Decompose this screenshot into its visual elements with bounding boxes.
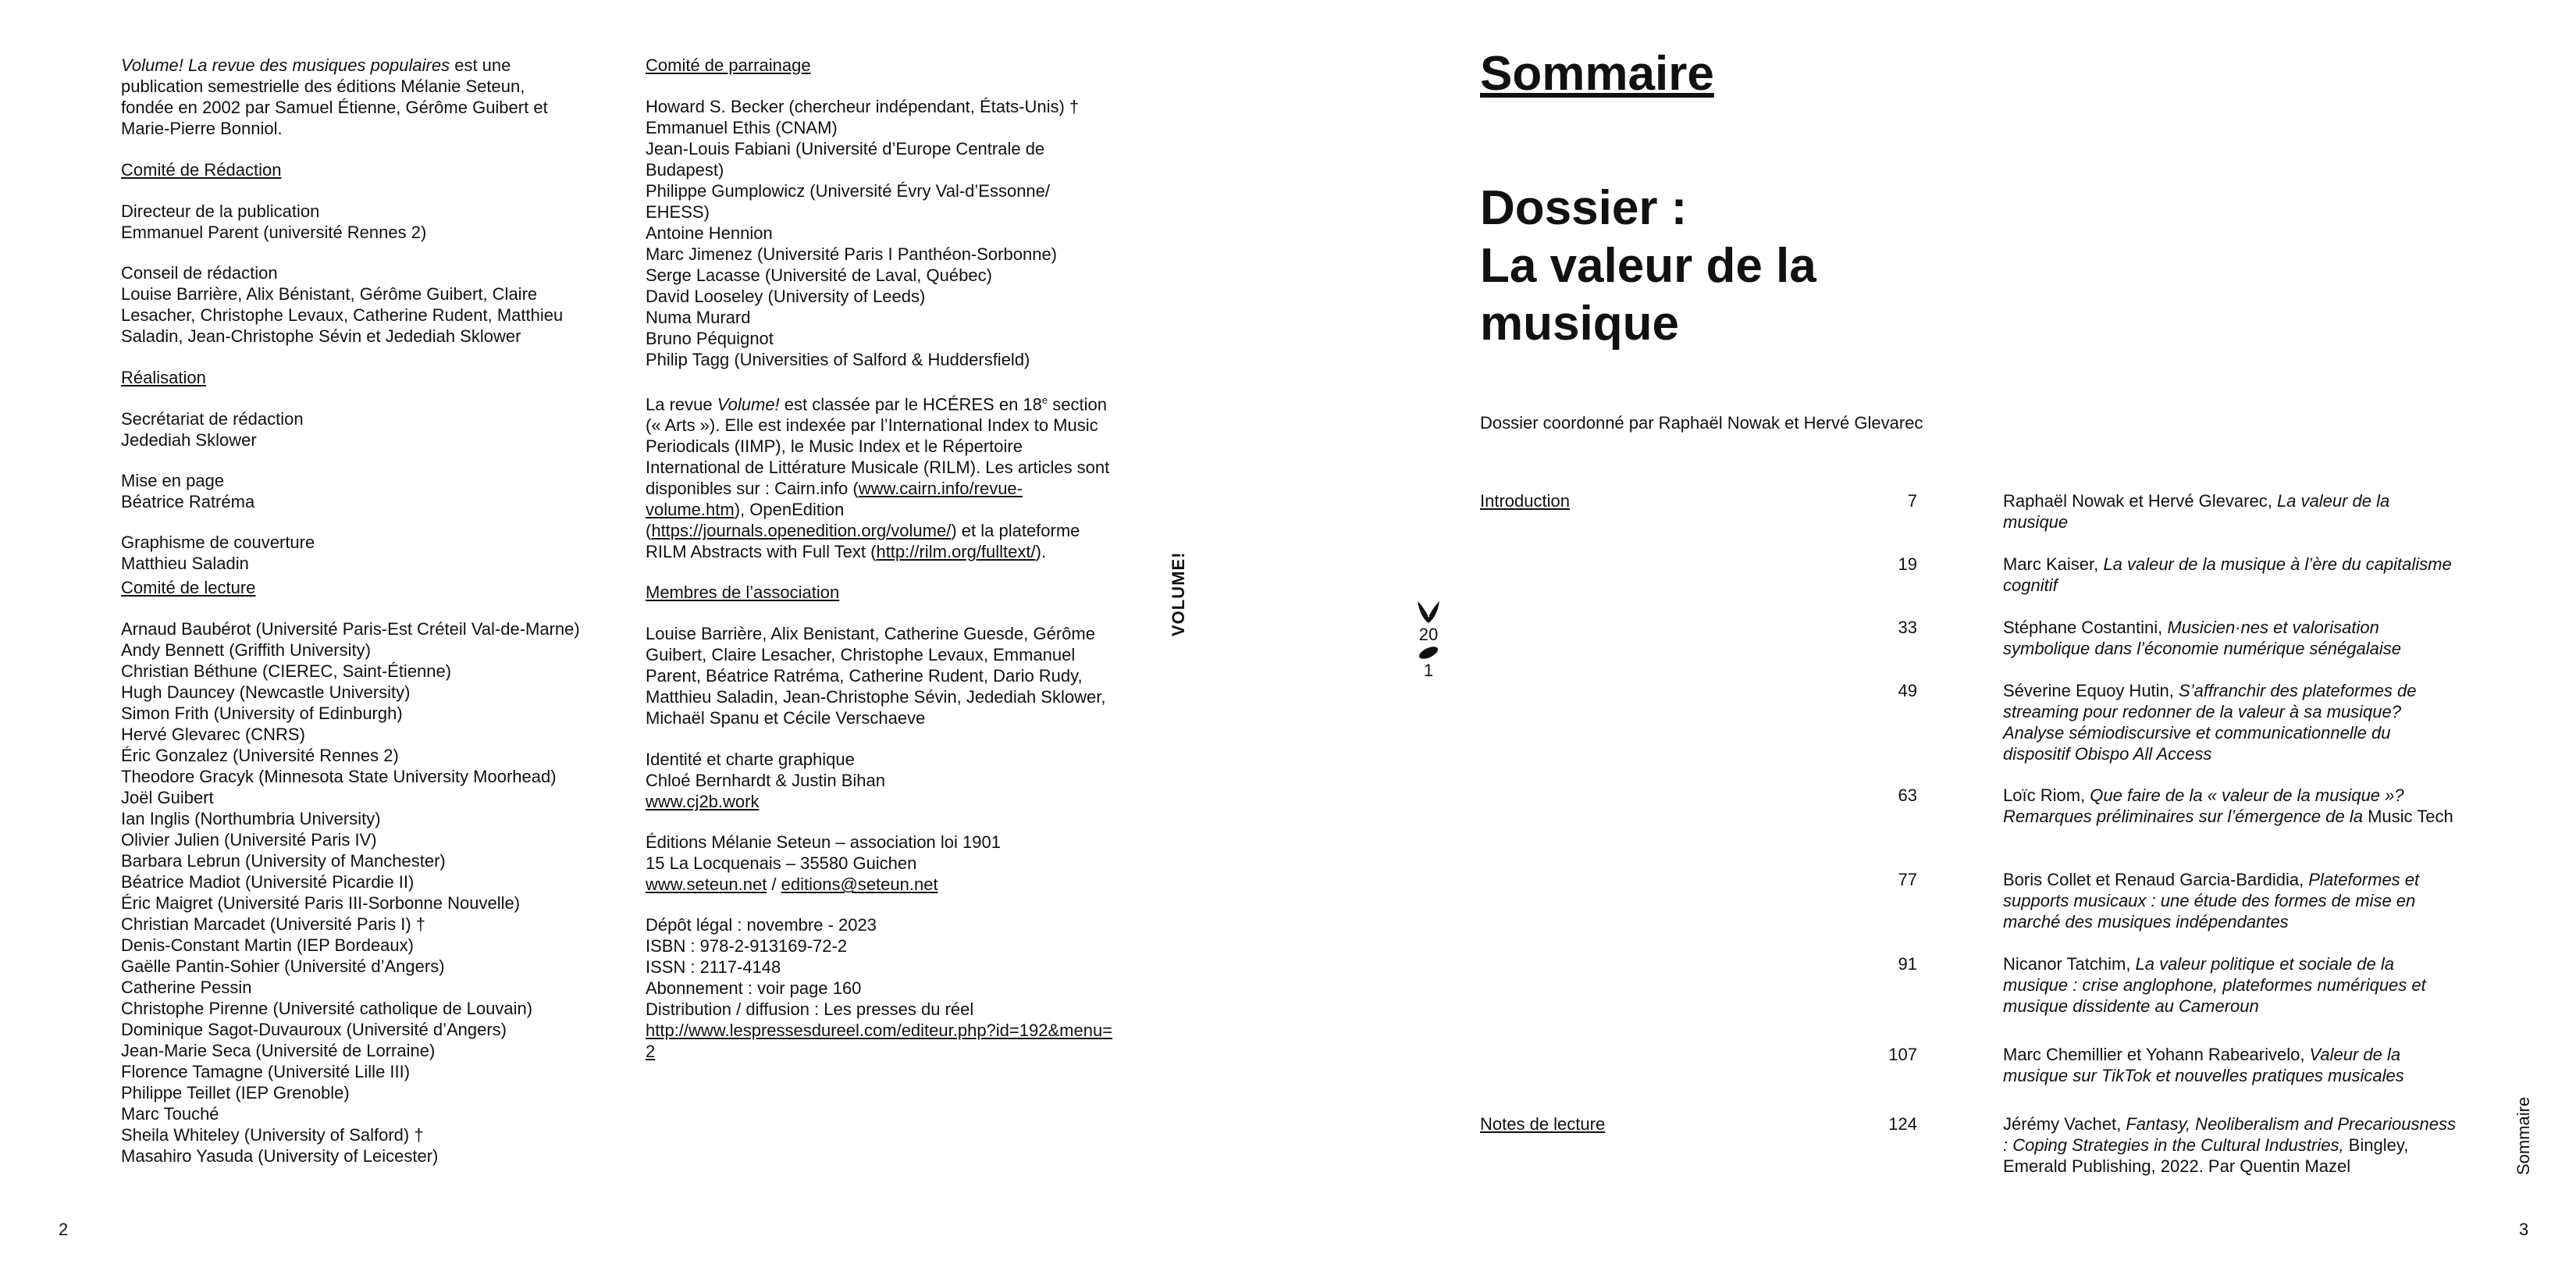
toc-row[interactable] xyxy=(1480,869,2495,934)
page-number-left: 2 xyxy=(59,1220,69,1239)
toc-row[interactable] xyxy=(1480,785,2495,850)
list-item: Howard S. Becker (chercheur indépendant, États-Unis) † xyxy=(646,97,1080,116)
list-item: Masahiro Yasuda (University of Leicester) xyxy=(121,1146,439,1166)
toc-entry xyxy=(2003,953,2456,1017)
distribution-link[interactable]: http://www.lespressesdureel.com/editeur.php?id=192&menu=2 xyxy=(646,1021,1113,1062)
toc-row[interactable] xyxy=(1480,680,2495,766)
right-page xyxy=(1288,0,2576,1286)
publisher-contacts xyxy=(646,874,1114,895)
toc-entry xyxy=(2003,490,2456,533)
dossier-title-line: musique xyxy=(1480,297,1679,351)
toc-extra: Bingley, Emerald Publishing, 2022. Par Quentin Mazel xyxy=(2003,1135,2409,1176)
toc-entry xyxy=(2003,1113,2456,1177)
toc-entry xyxy=(2003,680,2456,764)
realisation-heading: Réalisation xyxy=(121,368,206,387)
toc-title: S’affranchir des plateformes de streaming pour redonner de la valeur à sa musique? Analyse sémiodiscursive et communicationnelle du dispositif Obispo All Access xyxy=(2003,681,2417,764)
subscription: Abonnement : voir page 160 xyxy=(646,978,862,999)
redaction-heading: Comité de Rédaction xyxy=(121,160,282,180)
page-number-right: 3 xyxy=(2519,1220,2529,1239)
toc-page: 91 xyxy=(1898,954,1917,974)
toc-author: Marc Chemillier et Yohann Rabearivelo, xyxy=(2003,1045,2310,1064)
sponsor-heading: Comité de parrainage xyxy=(646,55,811,75)
slash-leaf-icon xyxy=(1417,647,1440,659)
sommaire-side-label: Sommaire xyxy=(2514,1096,2533,1175)
coordinated-by: Dossier coordonné par Raphaël Nowak et Hervé Glevarec xyxy=(1480,413,1923,433)
council-label: Conseil de rédaction xyxy=(121,263,278,283)
list-item: Florence Tamagne (Université Lille III) xyxy=(121,1062,411,1081)
layout-name: Béatrice Ratréma xyxy=(121,492,255,511)
list-item: David Looseley (University of Leeds) xyxy=(646,287,926,306)
toc-title: La valeur de la musique à l’ère du capitalisme cognitif xyxy=(2003,554,2452,595)
director-label: Directeur de la publication xyxy=(121,201,320,221)
list-item: Denis-Constant Martin (IEP Bordeaux) xyxy=(121,935,414,955)
list-item: Numa Murard xyxy=(646,308,751,327)
toc-author: Boris Collet et Renaud Garcia-Bardidia, xyxy=(2003,870,2309,889)
association-members: Louise Barrière, Alix Benistant, Catherine Guesde, Gérôme Guibert, Claire Lesacher, Christophe Levaux, Emmanuel Parent, Béatrice Ratréma, Catherine Rudent, Dario Rudy, Matthieu Saladin, Jean-Christophe Sévin, Jedediah Sklower, Michaël Spanu et Cécile Verschaeve xyxy=(646,624,1106,728)
toc-row[interactable] xyxy=(1480,1044,2495,1088)
toc-author: Raphaël Nowak et Hervé Glevarec, xyxy=(2003,491,2277,511)
publisher-name: Éditions Mélanie Seteun – association loi 1901 xyxy=(646,832,1001,853)
identity-names: Chloé Bernhardt & Justin Bihan xyxy=(646,771,885,791)
toc-title: La valeur de la musique xyxy=(2003,491,2390,532)
cover-name: Matthieu Saladin xyxy=(121,554,249,573)
toc-entry xyxy=(2003,785,2456,827)
index-text: La revue xyxy=(646,394,717,415)
list-item: Catherine Pessin xyxy=(121,978,252,997)
index-text: ), OpenEdition ( xyxy=(646,500,845,541)
toc-page: 63 xyxy=(1898,785,1917,805)
toc-author: Loïc Riom, xyxy=(2003,785,2090,805)
layout-label: Mise en page xyxy=(121,471,225,490)
toc-title: La valeur politique et sociale de la musique : crise anglophone, plateformes numériques et musique dissidente au Cameroun xyxy=(2003,954,2426,1016)
list-item: Gaëlle Pantin-Sohier (Université d’Angers) xyxy=(121,956,445,976)
list-item: Serge Lacasse (Université de Laval, Québec) xyxy=(646,265,992,285)
rilm-link[interactable]: http://rilm.org/fulltext/ xyxy=(876,542,1036,562)
issue-number: 20 xyxy=(1418,625,1439,644)
toc-author: Nicanor Tatchim, xyxy=(2003,954,2136,974)
toc-page: 7 xyxy=(1907,491,1917,511)
list-item: Sheila Whiteley (University of Salford) † xyxy=(121,1125,424,1145)
reading-heading: Comité de lecture xyxy=(121,578,256,597)
secretary-label: Secrétariat de rédaction xyxy=(121,409,304,429)
distribution: Distribution / diffusion : Les presses du réel xyxy=(646,999,974,1020)
list-item: Hervé Glevarec (CNRS) xyxy=(121,725,305,744)
openedition-link[interactable]: https://journals.openedition.org/volume/ xyxy=(651,521,952,541)
list-item: Philip Tagg (Universities of Salford & Huddersfield) xyxy=(646,350,1030,369)
list-item: Hugh Dauncey (Newcastle University) xyxy=(121,682,411,702)
list-item: Jean-Louis Fabiani (Université d’Europe Centrale de Budapest) xyxy=(646,139,1045,180)
cairn-link[interactable]: www.cairn.info/revue-volume.htm xyxy=(646,479,1023,520)
toc-page: 19 xyxy=(1898,554,1917,574)
association-heading: Membres de l’association xyxy=(646,582,840,603)
identity-label: Identité et charte graphique xyxy=(646,750,855,770)
ordinal-suffix: e xyxy=(1041,394,1048,406)
toc-author: Séverine Equoy Hutin, xyxy=(2003,681,2179,700)
index-text: est classée par le HCÉRES en 18 xyxy=(779,394,1042,415)
toc-title: Musicien·nes et valorisation symbolique dans l’économie numérique sénégalaise xyxy=(2003,618,2401,658)
list-item: Christian Béthune (CIEREC, Saint-Étienne) xyxy=(121,661,452,681)
toc-title: Que faire de la « valeur de la musique »? Remarques préliminaires sur l’émergence de la xyxy=(2003,785,2404,826)
toc-row[interactable] xyxy=(1480,617,2495,661)
issue-marker xyxy=(1405,600,1452,681)
list-item: Philippe Gumplowicz (Université Évry Val-d’Essonne/ EHESS) xyxy=(646,181,1051,222)
list-item: Bruno Péquignot xyxy=(646,329,774,348)
journal-name: Volume! xyxy=(717,394,780,415)
toc-entry xyxy=(2003,869,2456,932)
issn: ISSN : 2117-4148 xyxy=(646,957,781,978)
toc-entry xyxy=(2003,1044,2456,1086)
toc-row[interactable] xyxy=(1480,1113,2495,1199)
toc-page: 124 xyxy=(1888,1114,1917,1134)
designer-link[interactable]: www.cj2b.work xyxy=(646,792,760,812)
toc-page: 49 xyxy=(1898,681,1917,700)
cover-label: Graphisme de couverture xyxy=(121,533,315,552)
intro-text: est une publication semestrielle des éditions Mélanie Seteun, fondée en 2002 par Samuel Étienne, Gérôme Guibert et Marie-Pierre Bonniol. xyxy=(121,55,548,138)
toc-page: 107 xyxy=(1888,1045,1917,1064)
toc-author: Marc Kaiser, xyxy=(2003,554,2104,574)
masthead-column xyxy=(121,55,582,1167)
list-item: Theodore Gracyk (Minnesota State University Moorhead) xyxy=(121,767,557,786)
list-item: Emmanuel Ethis (CNAM) xyxy=(646,118,838,137)
council-names: Louise Barrière, Alix Bénistant, Gérôme Guibert, Claire Lesacher, Christophe Levaux, Catherine Rudent, Matthieu Saladin, Jean-Christophe Sévin et Jedediah Sklower xyxy=(121,284,564,346)
dossier-title-line: Dossier : xyxy=(1480,181,1688,235)
toc xyxy=(1480,0,2495,1286)
publisher-address: 15 La Locquenais – 35580 Guichen xyxy=(646,853,917,874)
list-item: Éric Gonzalez (Université Rennes 2) xyxy=(121,746,399,765)
list-item: Éric Maigret (Université Paris III-Sorbonne Nouvelle) xyxy=(121,893,521,913)
sponsor-list xyxy=(646,96,1114,370)
toc-title: Valeur de la musique sur TikTok et nouvelles pratiques musicales xyxy=(2003,1045,2404,1085)
legal-deposit: Dépôt légal : novembre - 2023 xyxy=(646,915,877,935)
list-item: Joël Guibert xyxy=(121,788,214,807)
toc-section: Introduction xyxy=(1480,491,1570,511)
list-item: Philippe Teillet (IEP Grenoble) xyxy=(121,1083,350,1103)
toc-author: Stéphane Costantini, xyxy=(2003,618,2168,637)
toc-page: 77 xyxy=(1898,870,1917,889)
toc-title: Fantasy, Neoliberalism and Precariousness : Coping Strategies in the Cultural Industries, xyxy=(2003,1114,2457,1155)
list-item: Christophe Pirenne (Université catholique de Louvain) xyxy=(121,999,533,1018)
index-text: section (« Arts »). Elle est indexée par l’International Index to Music Periodicals (IIMP), le Music Index et le Répertoire International de Littérature Musicale (RILM). Les articles sont disponibles sur : Cairn.info ( xyxy=(646,394,1110,499)
toc-row[interactable] xyxy=(1480,953,2495,1018)
director-name: Emmanuel Parent (université Rennes 2) xyxy=(121,223,427,242)
separator: / xyxy=(767,875,781,895)
list-item: Marc Jimenez (Université Paris I Panthéon-Sorbonne) xyxy=(646,244,1058,264)
list-item: Barbara Lebrun (University of Manchester) xyxy=(121,851,446,871)
publisher-website-link[interactable]: www.seteun.net xyxy=(646,875,767,895)
list-item: Christian Marcadet (Université Paris I) † xyxy=(121,914,426,934)
toc-entry xyxy=(2003,554,2456,596)
journal-intro xyxy=(121,55,582,139)
toc-entry xyxy=(2003,617,2456,659)
list-item: Ian Inglis (Northumbria University) xyxy=(121,809,381,828)
list-item: Antoine Hennion xyxy=(646,223,773,243)
list-item: Jean-Marie Seca (Université de Lorraine) xyxy=(121,1041,436,1060)
toc-extra: Music Tech xyxy=(2362,807,2453,826)
issue-subnumber: 1 xyxy=(1423,661,1434,680)
credits-column xyxy=(646,55,1114,1062)
sommaire-title: Sommaire xyxy=(1480,47,1714,101)
toc-row[interactable] xyxy=(1480,490,2495,534)
isbn: ISBN : 978-2-913169-72-2 xyxy=(646,936,848,956)
publisher-email-link[interactable]: editions@seteun.net xyxy=(781,875,938,895)
list-item: Arnaud Baubérot (Université Paris-Est Créteil Val-de-Marne) xyxy=(121,619,580,639)
toc-page: 33 xyxy=(1898,618,1917,637)
index-text: ) et la plateforme RILM Abstracts with Full Text ( xyxy=(646,521,1080,562)
secretary-name: Jedediah Sklower xyxy=(121,430,257,450)
volume-logo-icon xyxy=(1414,600,1443,625)
toc-title: Plateformes et supports musicaux : une étude des formes de mise en marché des musiques indépendantes xyxy=(2003,870,2420,932)
reading-committee-list xyxy=(121,618,582,1167)
index-text: ). xyxy=(1035,542,1047,562)
list-item: Béatrice Madiot (Université Picardie II) xyxy=(121,872,415,892)
toc-row[interactable] xyxy=(1480,554,2495,597)
toc-author: Jérémy Vachet, xyxy=(2003,1114,2126,1134)
list-item: Andy Bennett (Griffith University) xyxy=(121,640,371,660)
list-item: Marc Touché xyxy=(121,1104,219,1124)
list-item: Dominique Sagot-Duvauroux (Université d’Angers) xyxy=(121,1020,507,1039)
journal-name: Volume! La revue des musiques populaires xyxy=(121,55,450,75)
list-item: Simon Frith (University of Edinburgh) xyxy=(121,704,403,723)
toc-section: Notes de lecture xyxy=(1480,1114,1606,1134)
list-item: Olivier Julien (Université Paris IV) xyxy=(121,830,377,850)
dossier-title-line: La valeur de la xyxy=(1480,239,1816,293)
spine-volume-label: VOLUME! xyxy=(1169,551,1188,636)
indexing-paragraph xyxy=(646,390,1114,562)
